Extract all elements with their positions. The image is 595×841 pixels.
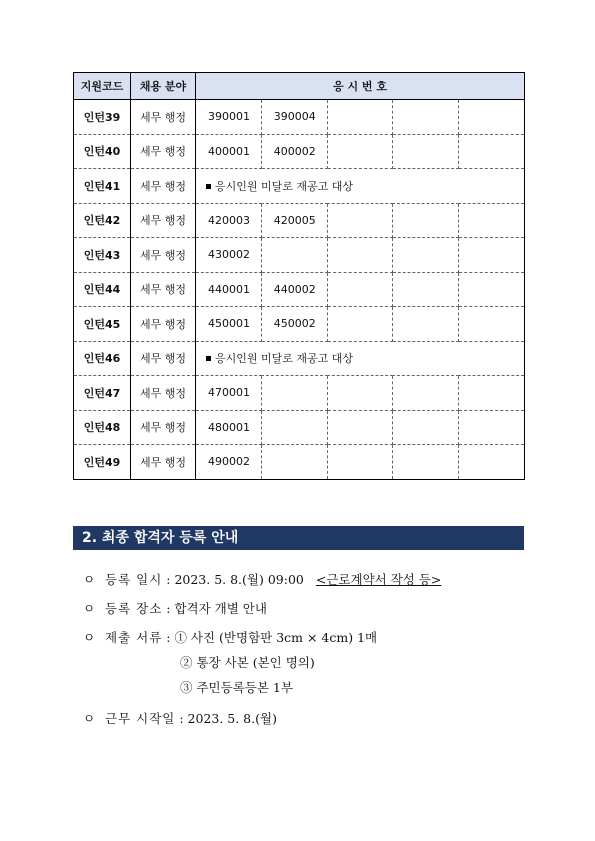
applicant-number-cell [393,410,459,445]
applicant-number-cell: 420005 [261,203,327,238]
table-row [74,376,525,411]
applicant-number-cell [261,410,327,445]
row-code: 인턴39 [74,100,131,135]
date-label: 등록 일시 [105,572,163,587]
applicant-number-cell [459,272,525,307]
place-label: 등록 장소 [105,601,163,616]
date-value: : 2023. 5. 8.(월) 09:00 [166,572,304,587]
header-code: 지원코드 [74,73,131,100]
applicant-number-cell [459,445,525,480]
applicant-number-cell: 450002 [261,307,327,342]
row-code: 인턴43 [74,238,131,273]
applicant-number-cell [327,134,393,169]
applicant-number-cell [327,238,393,273]
row-code: 인턴45 [74,307,131,342]
row-field: 세무 행정 [131,238,196,273]
header-numbers: 응 시 번 호 [196,73,525,100]
row-field: 세무 행정 [131,341,196,376]
applicant-number-cell [393,100,459,135]
row-code: 인턴49 [74,445,131,480]
applicant-number-cell [459,100,525,135]
applicant-number-cell: 430002 [196,238,262,273]
docs-item-2: ② 통장 사본 (본인 명의) [180,655,315,670]
applicant-number-cell [393,134,459,169]
table-row [74,445,525,480]
row-field: 세무 행정 [131,272,196,307]
table-row [74,272,525,307]
row-code: 인턴46 [74,341,131,376]
table-row [74,341,525,376]
applicant-number-cell: 490002 [196,445,262,480]
applicant-number-cell [393,445,459,480]
row-code: 인턴40 [74,134,131,169]
applicant-number-cell [459,134,525,169]
row-field: 세무 행정 [131,100,196,135]
applicant-number-cell [459,376,525,411]
applicant-number-cell: 390001 [196,100,262,135]
table-row [74,169,525,204]
start-label: 근무 시작일 [105,711,176,726]
list-item-start [83,709,277,727]
bullet-icon: ㅇ [83,630,96,645]
row-field: 세무 행정 [131,169,196,204]
applicant-number-cell [327,203,393,238]
square-bullet-icon [206,184,211,189]
list-item-docs [83,628,377,646]
applicant-number-cell [261,445,327,480]
row-field: 세무 행정 [131,134,196,169]
start-value: : 2023. 5. 8.(월) [179,711,277,726]
applicant-number-cell [327,376,393,411]
applicant-number-cell [393,272,459,307]
applicant-number-cell: 390004 [261,100,327,135]
applicant-number-cell: 450001 [196,307,262,342]
applicant-number-cell [393,376,459,411]
applicant-number-cell [459,307,525,342]
applicant-number-cell: 440001 [196,272,262,307]
row-field: 세무 행정 [131,376,196,411]
docs-item-3: ③ 주민등록등본 1부 [180,680,293,695]
row-code: 인턴44 [74,272,131,307]
applicant-number-cell: 420003 [196,203,262,238]
table-row [74,100,525,135]
row-code: 인턴48 [74,410,131,445]
list-item-date [83,570,441,588]
list-item-place [83,599,267,617]
bullet-icon: ㅇ [83,601,96,616]
applicant-number-cell: 440002 [261,272,327,307]
contract-note: <근로계약서 작성 등> [315,572,442,587]
row-field: 세무 행정 [131,445,196,480]
table-row [74,238,525,273]
table-row [74,307,525,342]
applicant-number-cell [459,410,525,445]
bullet-icon: ㅇ [83,572,96,587]
bullet-icon: ㅇ [83,711,96,726]
row-field: 세무 행정 [131,203,196,238]
applicant-number-cell [459,238,525,273]
applicant-number-cell [459,203,525,238]
docs-label: 제출 서류 [105,630,163,645]
square-bullet-icon [206,356,211,361]
table-header-row [74,73,525,100]
applicant-number-cell [327,445,393,480]
applicant-number-cell [393,307,459,342]
applicant-number-cell [327,272,393,307]
note-text: 응시인원 미달로 재공고 대상 [215,352,354,366]
applicant-number-cell: 400002 [261,134,327,169]
header-field: 채용 분야 [131,73,196,100]
row-field: 세무 행정 [131,410,196,445]
applicant-number-cell [393,238,459,273]
row-code: 인턴41 [74,169,131,204]
table-row [74,203,525,238]
note-text: 응시인원 미달로 재공고 대상 [215,179,354,193]
applicant-number-cell [327,100,393,135]
applicant-number-cell [327,307,393,342]
row-note [196,169,525,204]
docs-item-1: : ① 사진 (반명함판 3cm × 4cm) 1매 [166,630,378,645]
row-code: 인턴47 [74,376,131,411]
applicant-number-cell: 470001 [196,376,262,411]
applicant-number-table [73,72,525,480]
applicant-number-cell: 480001 [196,410,262,445]
section-title: 2. 최종 합격자 등록 안내 [73,526,524,550]
applicant-number-cell: 400001 [196,134,262,169]
row-field: 세무 행정 [131,307,196,342]
row-note [196,341,525,376]
applicant-number-cell [393,203,459,238]
place-value: : 합격자 개별 안내 [166,601,267,616]
table-row [74,410,525,445]
row-code: 인턴42 [74,203,131,238]
applicant-number-cell [261,238,327,273]
applicant-number-cell [327,410,393,445]
table-row [74,134,525,169]
applicant-number-cell [261,376,327,411]
